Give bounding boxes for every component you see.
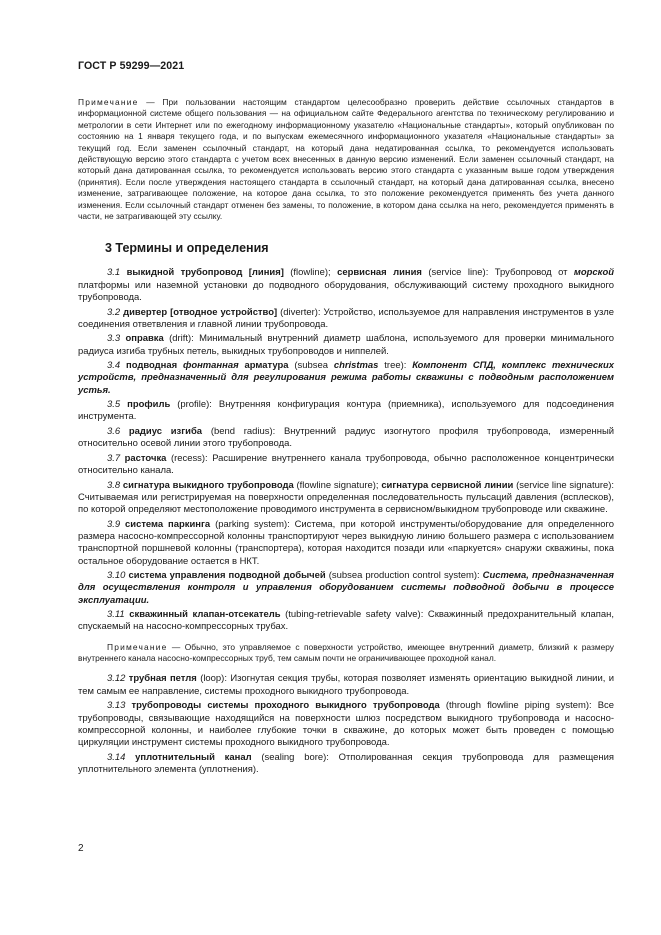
term-name: уплотнительный канал bbox=[135, 751, 252, 763]
term-number: 3.8 bbox=[107, 479, 121, 491]
term-name-alt: сигнатура сервисной линии bbox=[381, 479, 514, 491]
term-name-alt: сервисная линия bbox=[337, 267, 422, 279]
term-name-end: арматура bbox=[238, 360, 289, 372]
note-text: — При пользовании настоящим стандартом целесообразно проверить действие ссылочных стандартов в информационной системе общего пользования — на официальном сайте Федерального агентства по техническому регулированию и метрологии в сети Интернет или по ежегодному информационному указателю «Национальные стандарты», который опубликован по состоянию на 1 января текущего года, и по выпускам ежемесячного информационного указателя «Национальные стандарты» за текущий год. Если заменен ссылочный стандарт, на который дана недатированная ссылка, то рекомендуется использовать действующую версию этого стандарта с учетом всех внесенных в данную версию изменений. Если заменен ссылочный стандарт, на который дана датированная ссылка, то рекомендуется использовать версию этого стандарта с указанным выше годом утверждения (принятия). Если после утверждения настоящего стандарта в ссылочный стандарт, на который дана датированная ссылка, внесено изменение, затрагивающее положение, на которое дана ссылка, то это положение рекомендуется применять без учета данного изменения. Если ссылочный стандарт отменен без замены, то положение, в котором дана ссылка на него, рекомендуется применять в части, не затрагивающей эту ссылку. bbox=[78, 97, 614, 222]
term-english: (flowline); bbox=[283, 267, 338, 279]
term-name: дивертер [отводное устройство] bbox=[123, 306, 278, 318]
term-name: профиль bbox=[127, 399, 171, 411]
term-name: сигнатура выкидного трубопровода bbox=[122, 479, 294, 491]
page-number: 2 bbox=[78, 843, 84, 854]
term-number: 3.1 bbox=[107, 267, 121, 279]
term-number: 3.3 bbox=[107, 333, 121, 345]
term-3-7 bbox=[78, 453, 614, 478]
term-definition: (drift): Минимальный внутренний диаметр шаблона, используемого для проверки минимального радиуса изгиба трубных петель, выкидных трубопроводов и ниппелей. bbox=[78, 333, 614, 357]
term-emphasis: морской bbox=[573, 267, 614, 279]
term-definition: (bend radius): Внутренний радиус изогнутого профиля трубопровода, измеренный относительно осевой линии этого трубопровода. bbox=[78, 425, 615, 450]
term-number: 3.12 bbox=[107, 673, 126, 685]
term-3-12 bbox=[78, 673, 614, 698]
term-number: 3.4 bbox=[107, 360, 121, 372]
term-number: 3.13 bbox=[107, 700, 126, 712]
term-name: радиус изгиба bbox=[128, 425, 203, 437]
term-definition: (tubing-retrievable safety valve): Скважинный предохранительный клапан, спускаемый на насосно-компрессорных трубах. bbox=[78, 609, 614, 633]
term-3-8 bbox=[78, 480, 614, 517]
term-definition: (service line): Трубопровод от bbox=[421, 267, 574, 279]
term-definition: Компонент СПД, комплекс технических устройств, предназначенный для регулирования режима работы скважины с подводным расположением устья. bbox=[78, 360, 614, 396]
term-number: 3.9 bbox=[107, 518, 121, 530]
term-english-emphasis: christmas bbox=[333, 360, 379, 372]
term-3-14 bbox=[78, 752, 614, 777]
note-label: Примечание bbox=[78, 97, 139, 107]
term-3-1 bbox=[78, 267, 614, 304]
term-3-13 bbox=[78, 700, 614, 749]
term-name: оправка bbox=[125, 333, 164, 345]
term-definition: (service line signature): Считываемая или регистрируемая на поверхности определенная последовательность пульсаций давления (всплесков), по которой определяют местоположение проводимого инструмента в сервисном/выкидном трубопроводе или скважине. bbox=[78, 479, 614, 516]
document-header: ГОСТ Р 59299—2021 bbox=[78, 60, 185, 72]
term-number: 3.5 bbox=[107, 399, 121, 411]
term-3-10 bbox=[78, 570, 614, 607]
term-3-4 bbox=[78, 360, 614, 397]
term-number: 3.2 bbox=[107, 306, 121, 318]
term-name: система паркинга bbox=[125, 518, 211, 530]
note-label: Примечание bbox=[107, 641, 168, 652]
term-name: система управления подводной добычей bbox=[128, 569, 326, 581]
term-definition: (parking system): Система, при которой инструменты/оборудование для определенного размера насосно-компрессорной колонны транспортируют через выкидную линию большего размера с использованием транспортной поршневой колонны (транспортера), которая находится позади или «паркуется» снаружи скважины, пока остальное оборудование остается в НКТ. bbox=[78, 518, 614, 567]
term-3-2 bbox=[78, 307, 614, 332]
term-definition: (sealing bore): Отполированная секция трубопровода для размещения уплотнительного элемента (уплотнения). bbox=[78, 751, 615, 775]
term-name: расточка bbox=[124, 452, 167, 464]
term-3-3 bbox=[78, 333, 614, 358]
term-definition: Система, предназначенная для осуществления контроля и управления оборудованием системы подводной добычи в процессе эксплуатации. bbox=[78, 569, 614, 606]
term-3-11 bbox=[78, 609, 614, 634]
term-definition-cont: платформы или наземной установки до подводного оборудования, обслуживающий систему проходного выкидного трубопровода. bbox=[78, 279, 614, 304]
term-name-emphasis: фонтанная bbox=[182, 360, 239, 372]
term-english-end: tree): bbox=[378, 360, 413, 372]
term-3-6 bbox=[78, 426, 614, 451]
note-text: — Обычно, это управляемое с поверхности устройство, имеющее внутренний диаметр, близкий к размеру внутреннего канала насосно-компрессорных труб, тем самым почти не ограничивающее проходной канал. bbox=[78, 641, 614, 664]
term-3-5 bbox=[78, 399, 614, 424]
term-english: (flowline signature); bbox=[293, 479, 382, 491]
term-name: трубная петля bbox=[128, 673, 197, 685]
note-mid bbox=[78, 642, 614, 665]
term-number: 3.7 bbox=[107, 452, 121, 464]
note-top bbox=[78, 97, 614, 222]
term-definition: (profile): Внутренняя конфигурация контура (приемника), используемого для подсоединения инструмента. bbox=[78, 399, 614, 423]
term-definition: (loop): Изогнутая секция трубы, которая позволяет изменять ориентацию выкидной линии, и тем самым ее направление, системы проходного выкидного трубопровода. bbox=[78, 673, 615, 697]
term-name: подводная bbox=[126, 360, 183, 372]
term-number: 3.14 bbox=[107, 751, 126, 763]
term-definition: (through flowline piping system): Все трубопроводы, связывающие находящийся на поверхности шлюз посредством выкидного трубопровода и насосно-компрессорной колонны, и наиболее глубокие точки в скважине, до которых может быть проведен с помощью циркуляции инструмент системы проходного выкидного трубопровода. bbox=[78, 700, 615, 749]
term-number: 3.6 bbox=[107, 425, 121, 437]
term-number: 3.10 bbox=[107, 569, 126, 581]
term-name: трубопроводы системы проходного выкидного трубопровода bbox=[131, 700, 440, 712]
term-name: выкидной трубопровод [линия] bbox=[126, 267, 284, 279]
term-number: 3.11 bbox=[107, 609, 125, 621]
term-english: (subsea bbox=[288, 360, 334, 372]
term-3-9 bbox=[78, 519, 614, 568]
page-content bbox=[78, 97, 614, 778]
term-english: (subsea production control system): bbox=[325, 569, 483, 581]
section-title: 3 Термины и определения bbox=[105, 241, 269, 256]
term-definition: (diverter): Устройство, используемое для направления инструментов в узле соединения ответвления и главной линии трубопровода. bbox=[78, 306, 615, 330]
term-definition: (recess): Расширение внутреннего канала трубопровода, обычно расположенное концентрически относительно канала. bbox=[78, 452, 615, 477]
term-name: скважинный клапан-отсекатель bbox=[129, 609, 281, 621]
